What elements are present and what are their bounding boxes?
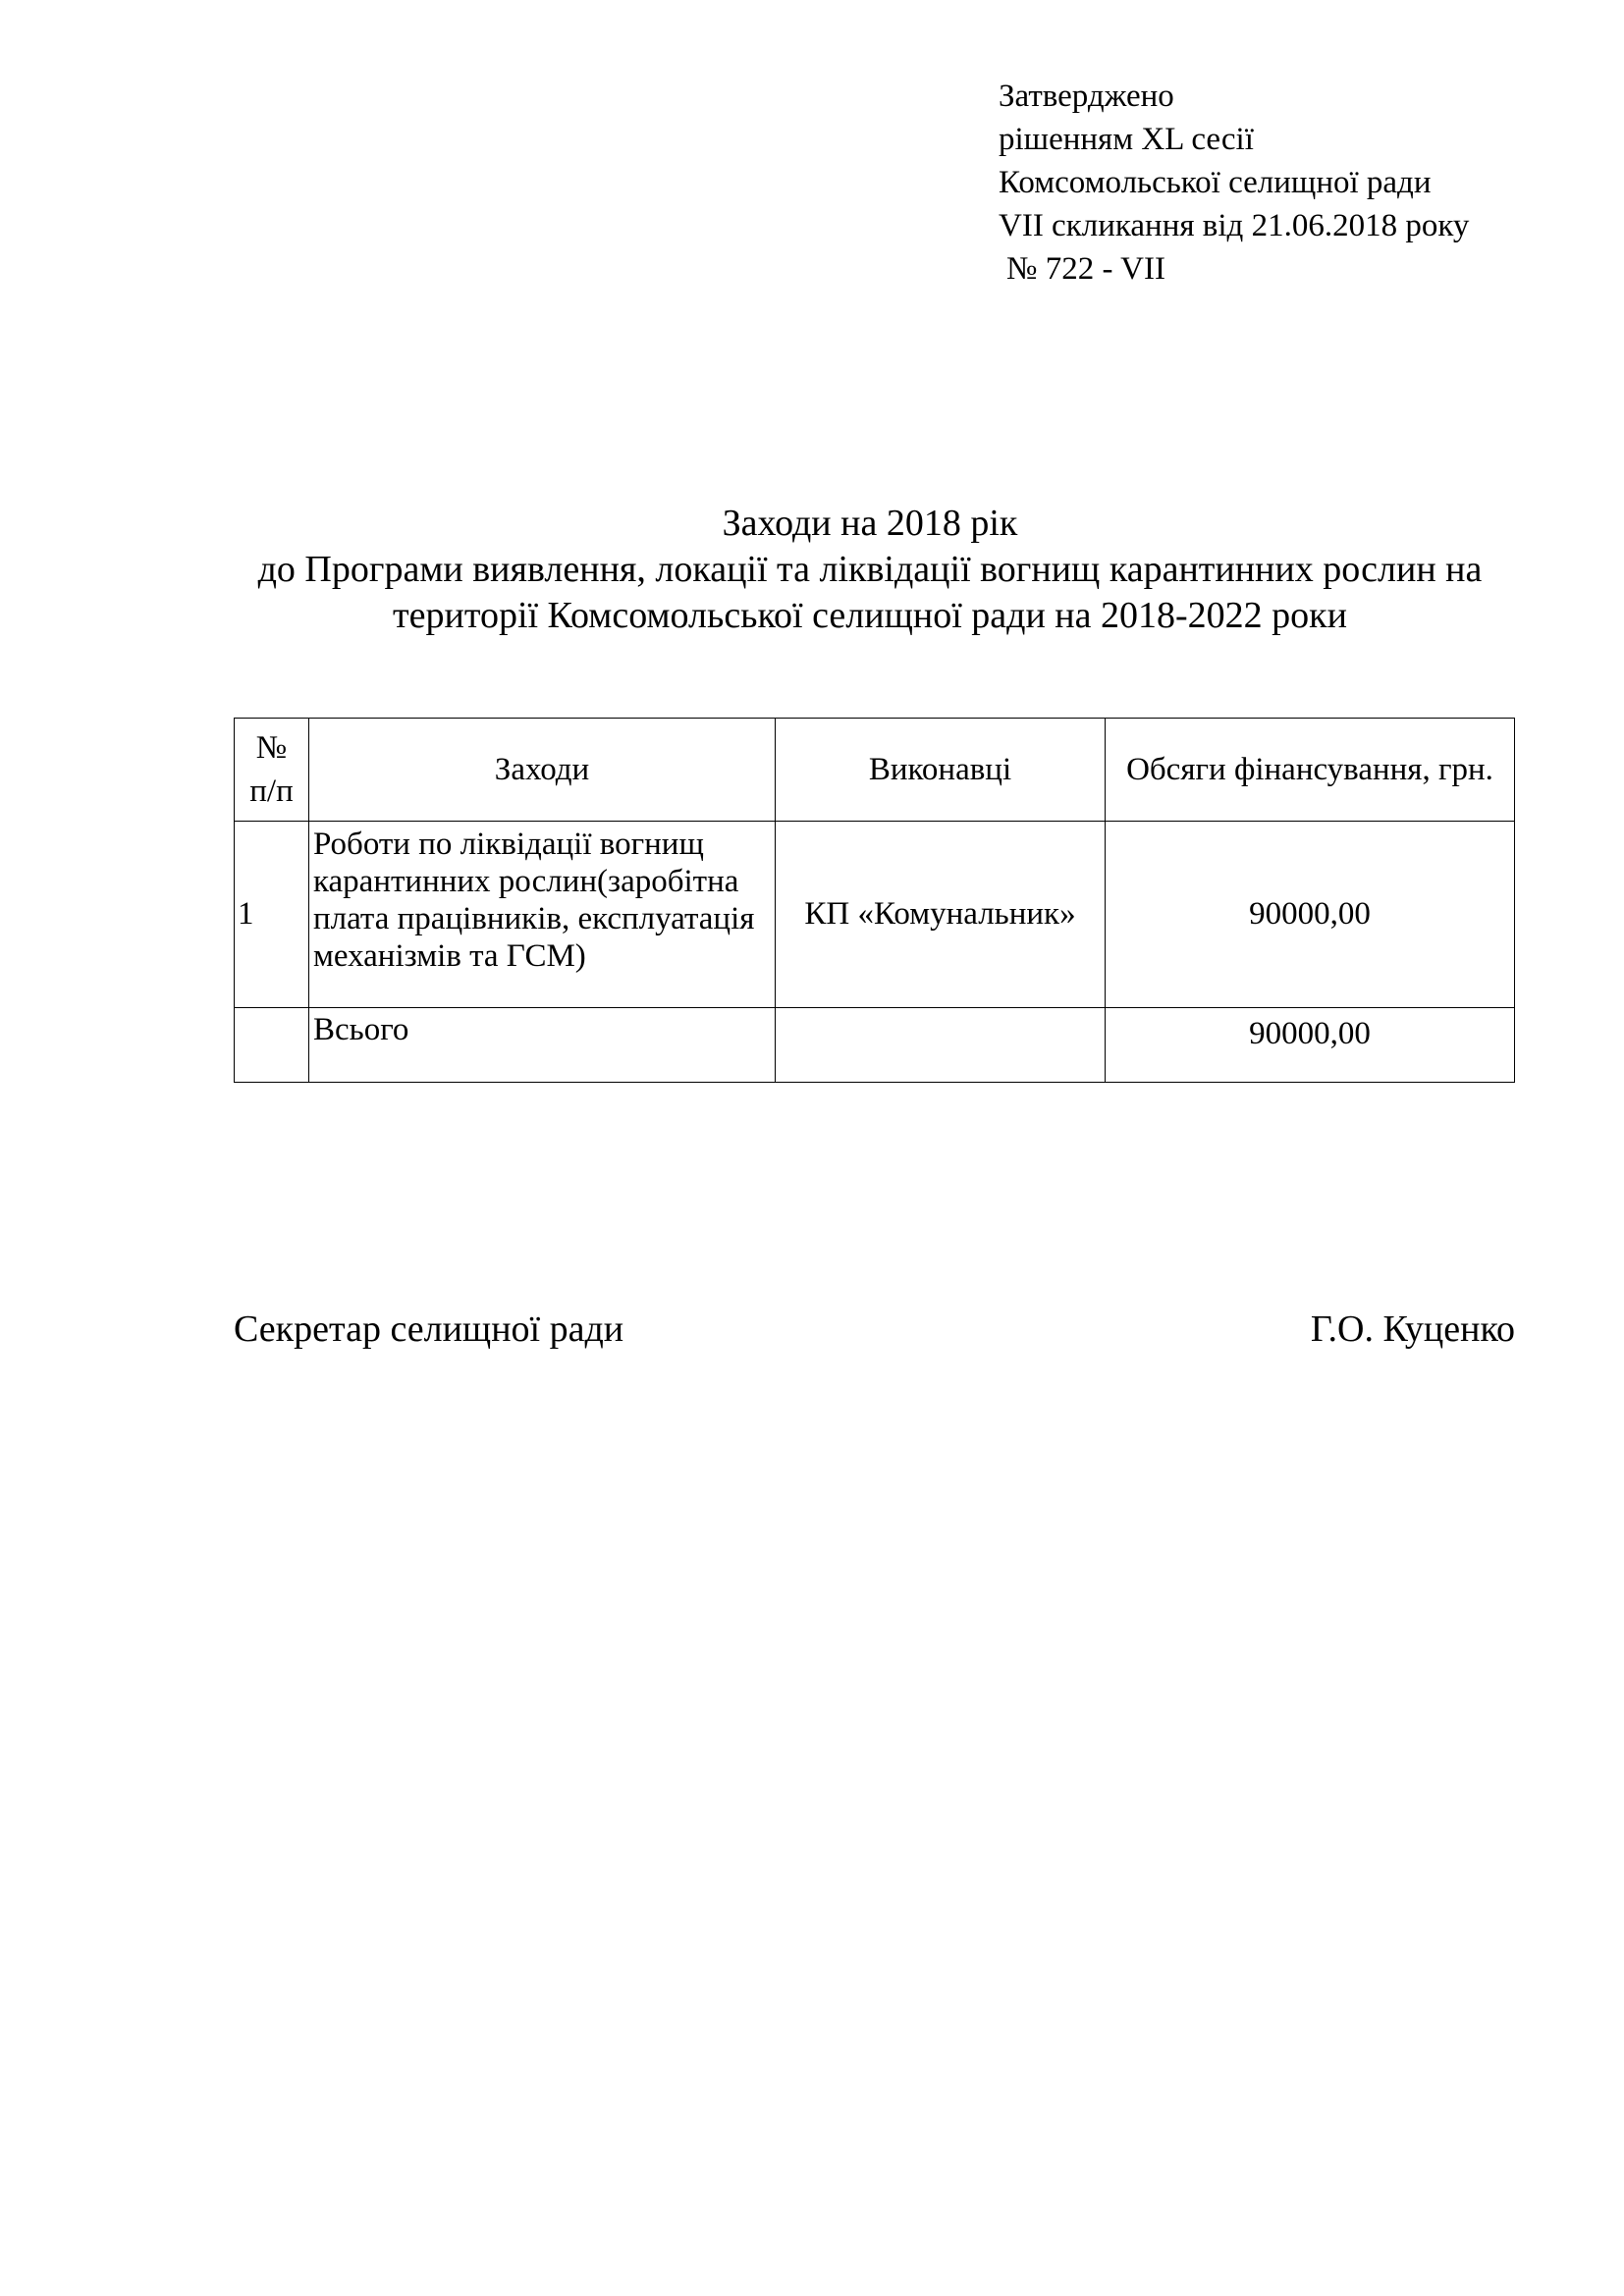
- cell-measure: [309, 822, 776, 1008]
- cell-executor: КП «Комунальник»: [776, 822, 1106, 1008]
- title-line: до Програми виявлення, локації та ліквідації вогнищ карантинних рослин на: [257, 549, 1483, 590]
- title-line: території Комсомольської селищної ради на 2018-2022 роки: [393, 595, 1347, 636]
- title-line: Заходи на 2018 рік: [722, 503, 1018, 544]
- total-label: Всього: [309, 1008, 776, 1083]
- approval-decision-number: № 722 - VII: [1006, 251, 1165, 287]
- approval-line: рішенням XL сесії: [999, 122, 1254, 157]
- header-executors: Виконавці: [776, 719, 1106, 822]
- approval-line: Комсомольської селищної ради: [999, 165, 1432, 200]
- cell-number: 1: [235, 822, 309, 1008]
- header-measures: Заходи: [309, 719, 776, 822]
- table-header-row: [235, 719, 1515, 822]
- approval-line: Затверджено: [999, 79, 1174, 114]
- table-total-row: [235, 1008, 1515, 1083]
- measure-line: карантинних рослин(заробітна: [313, 864, 739, 899]
- table-row: [235, 822, 1515, 1008]
- measure-line: механізмів та ГСМ): [313, 938, 586, 974]
- measure-line: Роботи по ліквідації вогнищ: [313, 827, 704, 862]
- measures-table: [234, 718, 1515, 1083]
- header-number-abbrev: п/п: [249, 774, 294, 809]
- total-executor: [776, 1008, 1106, 1083]
- total-financing: 90000,00: [1106, 1008, 1515, 1083]
- signatory-name: Г.О. Куценко: [1310, 1308, 1515, 1350]
- header-number: [235, 719, 309, 822]
- approval-line: VII скликання від 21.06.2018 року: [999, 208, 1470, 243]
- signatory-position: Секретар селищної ради: [234, 1308, 624, 1350]
- header-financing: Обсяги фінансування, грн.: [1106, 719, 1515, 822]
- approval-block: [999, 75, 1469, 291]
- header-number-symbol: №: [255, 730, 288, 766]
- measure-line: плата працівників, експлуатація: [313, 901, 755, 936]
- total-number: [235, 1008, 309, 1083]
- cell-financing: 90000,00: [1106, 822, 1515, 1008]
- document-title: [232, 501, 1508, 639]
